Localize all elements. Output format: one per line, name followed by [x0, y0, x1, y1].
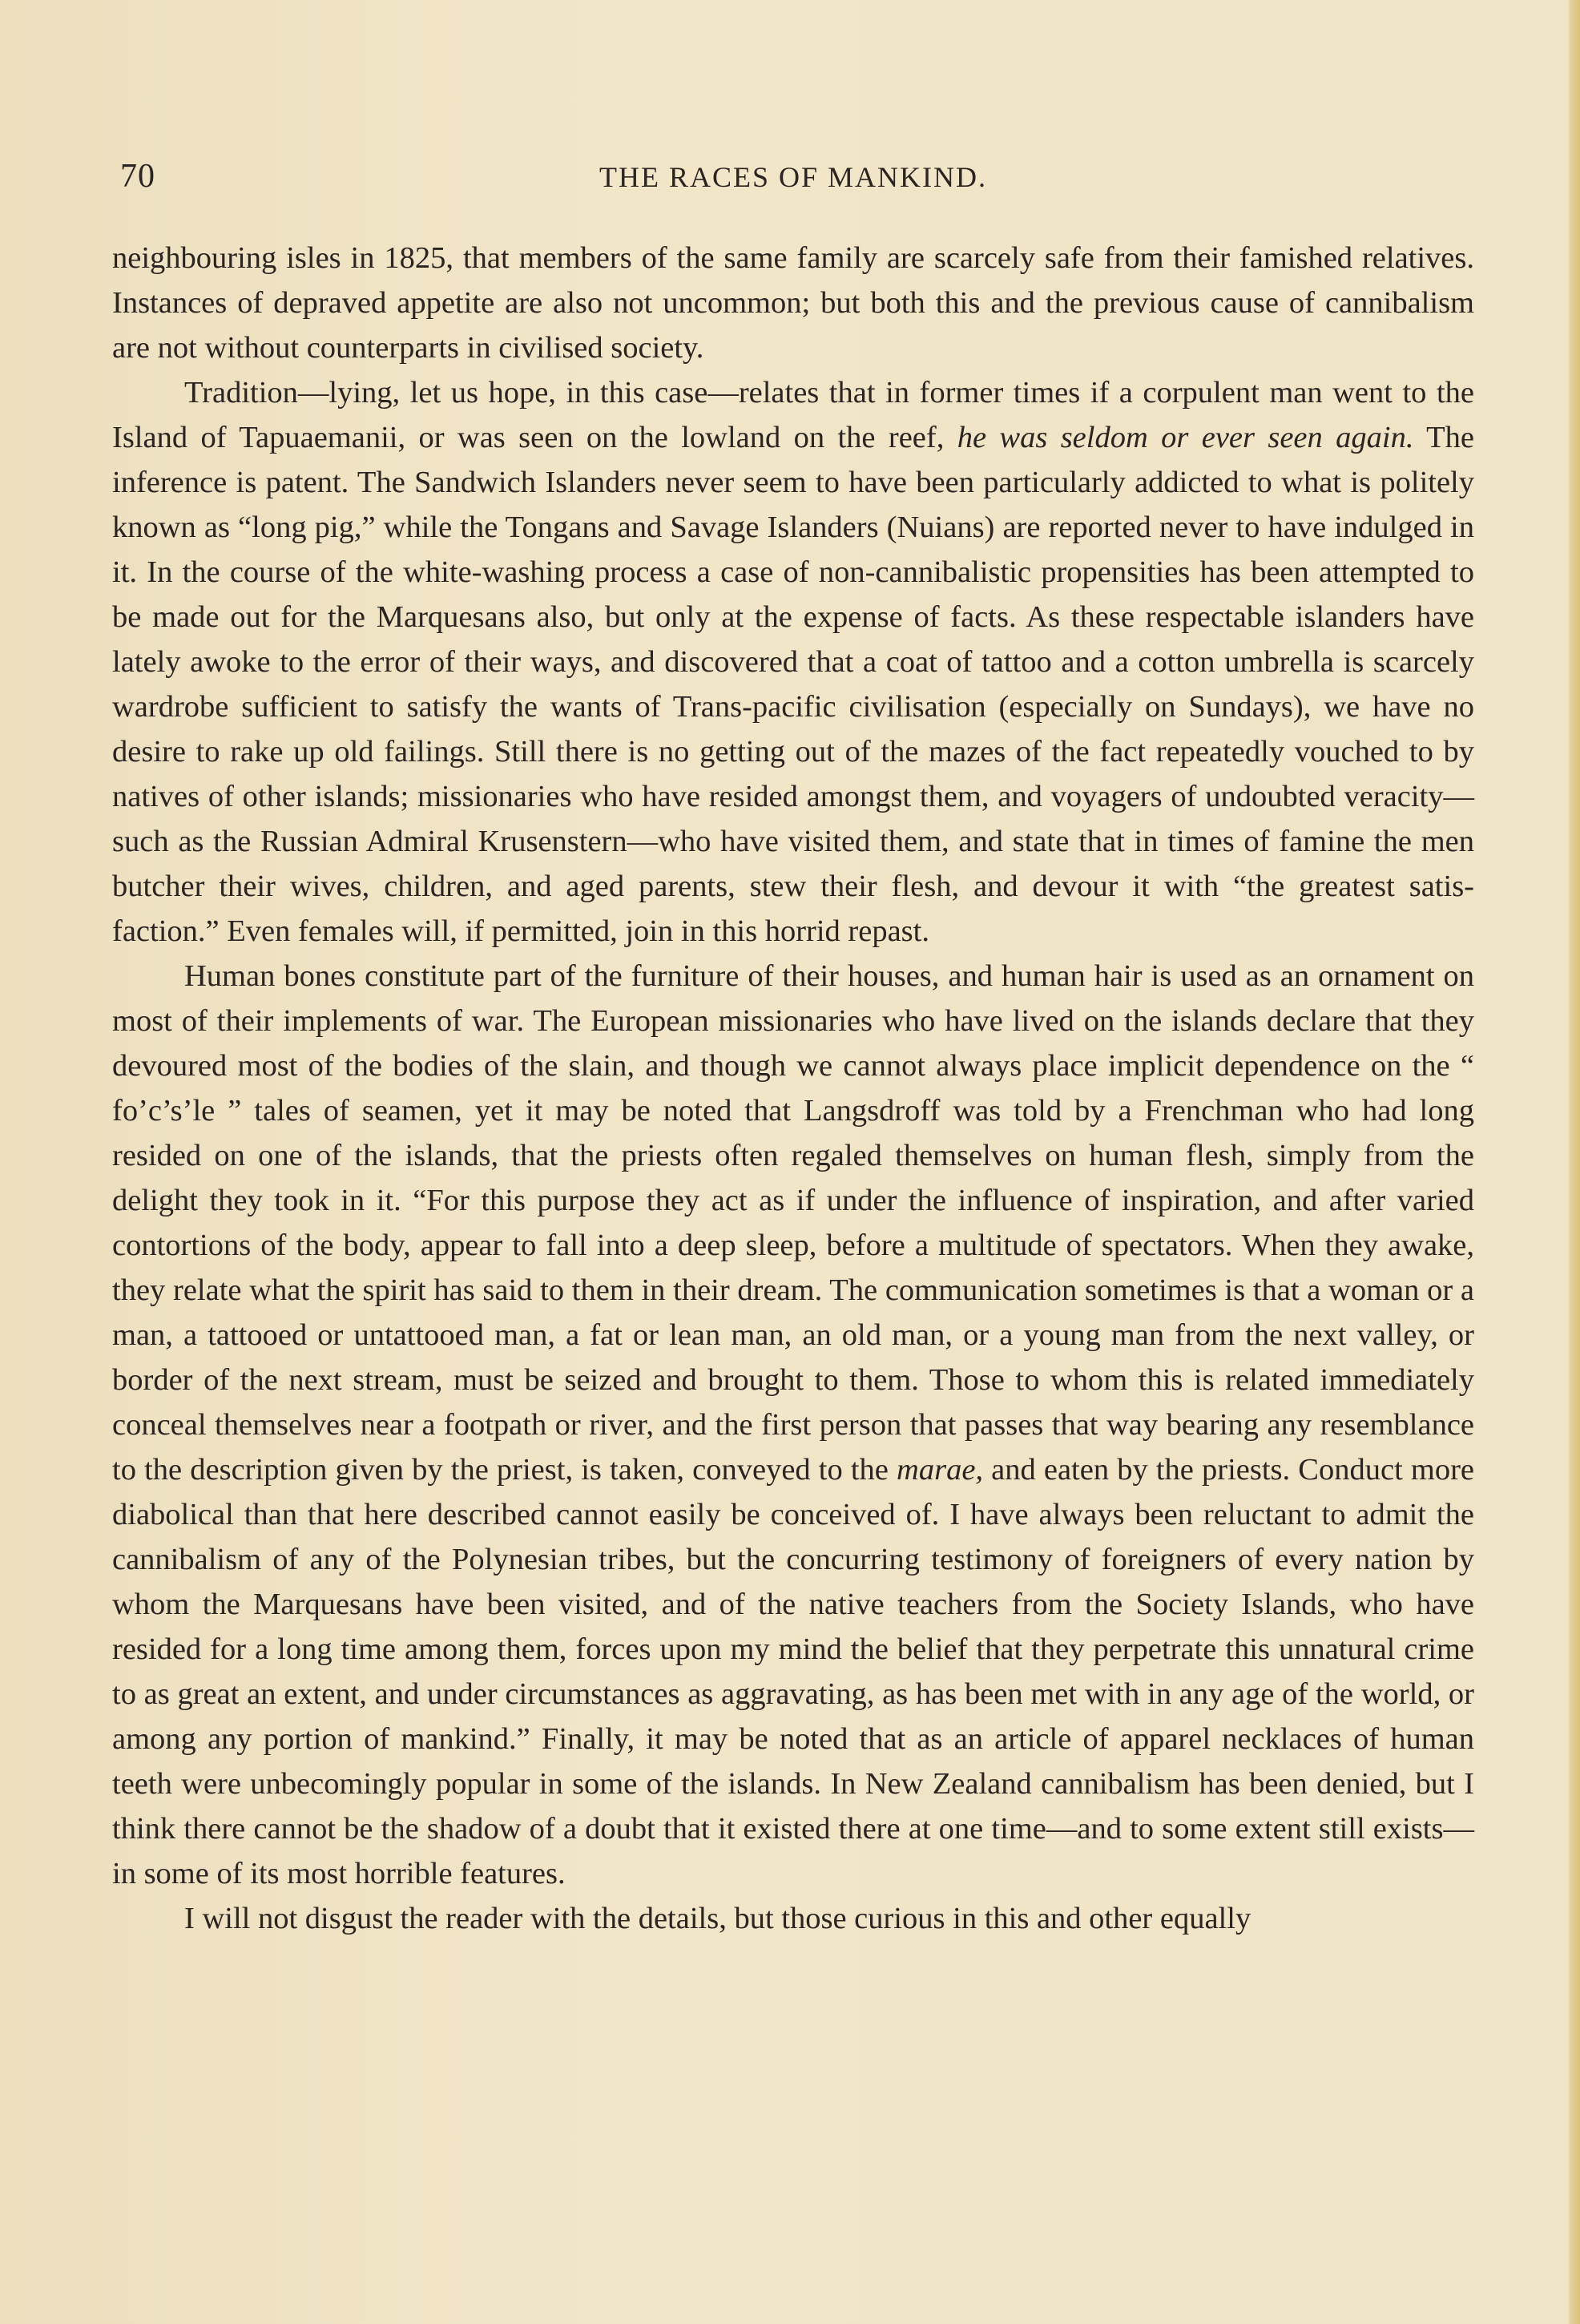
page-number: 70 — [120, 158, 155, 195]
text-run: and eaten by the priests. Conduct more diabolical than that here described cannot easily be conceived of. I have always been reluctant to admit the cannibalism of any of the Polynesian tribes, but the concurring testimony of foreigners of every nation by whom the Marquesans have been visited, and of the native teachers from the Society Islands, who have resided for a long time among them, forces upon my mind the belief that they perpetrate this unnatural crime to as great an extent, and under circumstances as aggravating, as has been met with in any age of the world, or among any portion of mankind.” Finally, it may be noted that as an article of apparel necklaces of human teeth were unbecomingly popular in some of the islands. In New Zealand cannibalism has been denied, but I think there cannot be the shadow of a doubt that it existed there at one time—and to some extent still exists—in some of its most horrible features. — [112, 1453, 1474, 1890]
text-run: The inference is patent. The Sandwich Islanders never seem to have been particularly addicted to what is politely known as “long pig,” while the Tongans and Savage Islanders (Nuians) are reported never to have indulged in it. In the course of the white-washing process a case of non-cannibalistic propensities has been attempted to be made out for the Marquesans also, but only at the expense of facts. As these respectable islanders have lately awoke to the error of their ways, and discovered that a coat of tattoo and a cotton umbrella is scarcely wardrobe sufficient to satisfy the wants of Trans-pacific civilisation (especially on Sundays), we have no desire to rake up old failings. Still there is no getting out of the mazes of the fact repeatedly vouched to by natives of other islands; missionaries who have resided amongst them, and voyagers of undoubted veracity—such as the Russian Admiral Krusenstern—who have visited them, and state that in times of famine the men butcher their wives, children, and aged parents, stew their flesh, and devour it with “the greatest satis-faction.” Even females will, if permitted, join in this horrid repast. — [112, 421, 1474, 948]
italic-text: marae, — [897, 1453, 984, 1487]
paragraph — [112, 1896, 1474, 1941]
page-edge — [1569, 0, 1580, 2324]
body-text — [112, 236, 1474, 1941]
italic-text: he was seldom or ever seen again. — [957, 421, 1414, 454]
paragraph — [112, 954, 1474, 1896]
text-run: neighbouring isles in 1825, that members of the same family are scarcely safe from their famished relatives. Instances of depraved appetite are also not uncommon; but both this and the previous cause of cannibalism are not without counterparts in civilised society. — [112, 241, 1474, 365]
paragraph — [112, 236, 1474, 370]
text-run: Human bones constitute part of the furniture of their houses, and human hair is used as an ornament on most of their implements of war. The European missionaries who have lived on the islands declare that they devoured most of the bodies of the slain, and though we cannot always place implicit dependence on the “ fo’c’s’le ” tales of seamen, yet it may be noted that Langsdroff was told by a Frenchman who had long resided on one of the islands, that the priests often regaled themselves on human flesh, simply from the delight they took in it. “For this purpose they act as if under the influence of inspiration, and after varied contortions of the body, appear to fall into a deep sleep, before a multitude of spectators. When they awake, they relate what the spirit has said to them in their dream. The communication sometimes is that a woman or a man, a tattooed or untattooed man, a fat or lean man, an old man, or a young man from the next valley, or border of the next stream, must be seized and brought to them. Those to whom this is related immediately conceal themselves near a footpath or river, and the first person that passes that way bearing any resemblance to the description given by the priest, is taken, conveyed to the — [112, 959, 1474, 1487]
running-head: THE RACES OF MANKIND. — [599, 161, 988, 193]
page-header — [112, 157, 1474, 205]
text-run: Tradition—lying, let us hope, in this case—relates that in former times if a corpulent man went to the Island of Tapuaemanii, or was seen on the lowland on the reef, — [112, 376, 1474, 454]
paragraph — [112, 370, 1474, 954]
text-run: I will not disgust the reader with the details, but those curious in this and other equally — [184, 1902, 1252, 1935]
